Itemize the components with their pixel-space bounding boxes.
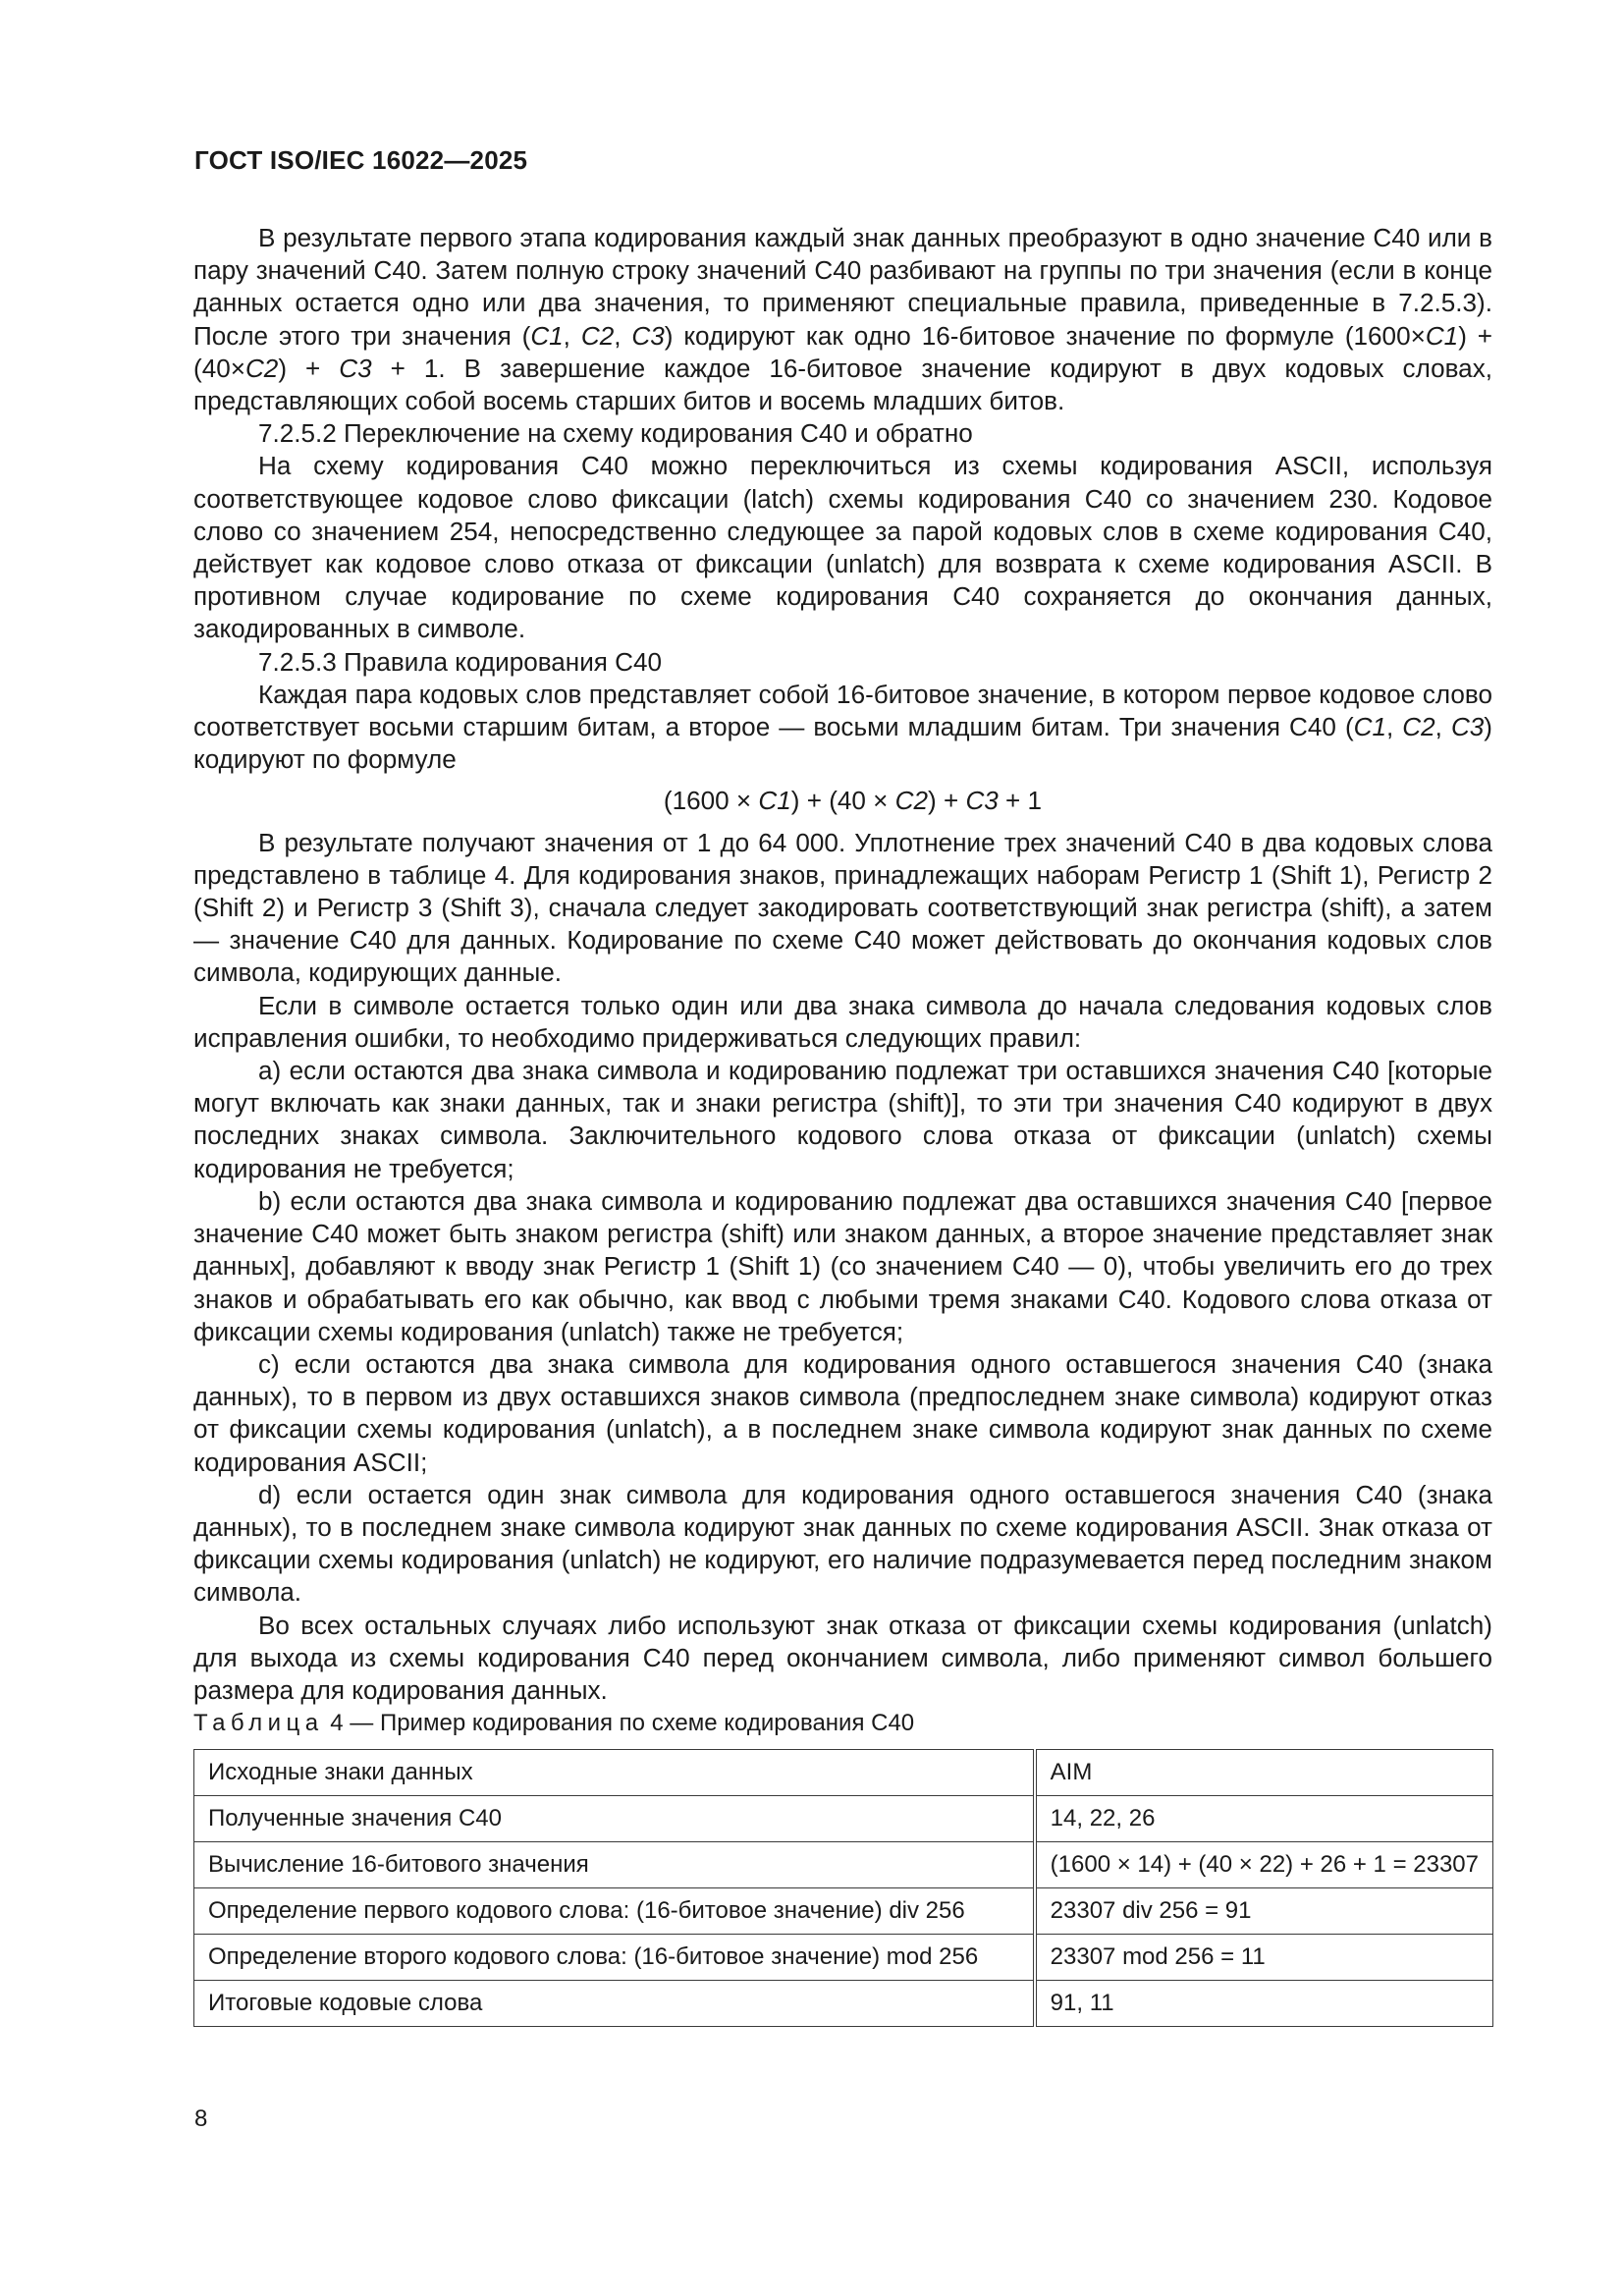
table-cell-value: AIM <box>1035 1750 1493 1796</box>
paragraph: В результате получают значения от 1 до 64 000. Уплотнение трех значений С40 в два кодовых слова представлено в таблице 4. Для кодирования знаков, принадлежащих наборам Регистр 1 (Shift 1), Регистр 2 (Shift 2) и Регистр 3 (Shift 3), сначала следует закодировать соответствующий знак регистра (shift), а затем — значение С40 для данных. Кодирование по схеме С40 может действовать до окончания кодовых слов символа, кодирующих данные. <box>193 827 1492 988</box>
section-heading: 7.2.5.2 Переключение на схему кодирования С40 и обратно <box>258 418 973 449</box>
table-cell-value: (1600 × 14) + (40 × 22) + 26 + 1 = 23307 <box>1035 1842 1493 1888</box>
formula: (1600 × C1) + (40 × C2) + C3 + 1 <box>663 786 1043 816</box>
table-row <box>194 1842 1493 1888</box>
paragraph: Во всех остальных случаях либо используют знак отказа от фиксации схемы кодирования (unlatch) для выхода из схемы кодирования С40 перед окончанием символа, либо применяют символ большего размера для кодирования данных. <box>193 1610 1492 1705</box>
table-cell-label: Итоговые кодовые слова <box>194 1981 1035 2027</box>
table-cell-value: 91, 11 <box>1035 1981 1493 2027</box>
table-row <box>194 1888 1493 1935</box>
table-cell-value: 23307 mod 256 = 11 <box>1035 1935 1493 1981</box>
table-row <box>194 1935 1493 1981</box>
paragraph: Каждая пара кодовых слов представляет собой 16-битовое значение, в котором первое кодовое слово соответствует восьми старшим битам, а второе — восьми младшим битам. Три значения С40 (C1, C2, C3) кодируют по формуле <box>193 679 1492 775</box>
table-cell-label: Исходные знаки данных <box>194 1750 1035 1796</box>
table-row <box>194 1981 1493 2027</box>
document-body <box>193 222 1492 1707</box>
document-header: ГОСТ ISO/IEC 16022—2025 <box>194 145 528 175</box>
table-cell-value: 23307 div 256 = 91 <box>1035 1888 1493 1935</box>
table-cell-label: Полученные значения С40 <box>194 1796 1035 1842</box>
paragraph: В результате первого этапа кодирования каждый знак данных преобразуют в одно значение С40 или в пару значений С40. Затем полную строку значений С40 разбивают на группы по три значения (если в конце данных остается одно или два значения, то применяют специальные правила, приведенные в 7.2.5.3). После этого три значения (C1, C2, C3) кодируют как одно 16-битовое значение по формуле (1600×C1) + (40×C2) + C3 + 1. В завершение каждое 16-битовое значение кодируют в двух кодовых словах, представляющих собой восемь старших битов и восемь младших битов. <box>193 223 1493 416</box>
table-cell-label: Определение первого кодового слова: (16-битовое значение) div 256 <box>194 1888 1035 1935</box>
table-row <box>194 1796 1493 1842</box>
paragraph: Если в символе остается только один или два знака символа до начала следования кодовых слов исправления ошибки, то необходимо придерживаться следующих правил: <box>193 990 1492 1053</box>
table-cell-value: 14, 22, 26 <box>1035 1796 1493 1842</box>
paragraph: На схему кодирования С40 можно переключиться из схемы кодирования ASCII, используя соответствующее кодовое слово фиксации (latch) схемы кодирования С40 со значением 230. Кодовое слово со значением 254, непосредственно следующее за парой кодовых слов в схеме кодирования С40, действует как кодовое слово отказа от фиксации (unlatch) для возврата к схеме кодирования ASCII. В противном случае кодирование по схеме кодирования С40 сохраняется до окончания данных, закодированных в символе. <box>193 451 1492 644</box>
section-heading: 7.2.5.3 Правила кодирования С40 <box>258 646 663 677</box>
table-cell-label: Определение второго кодового слова: (16-битовое значение) mod 256 <box>194 1935 1035 1981</box>
table-cell-label: Вычисление 16-битового значения <box>194 1842 1035 1888</box>
list-item: d) если остается один знак символа для кодирования одного оставшегося значения С40 (знака данных), то в последнем знаке символа кодируют знак данных по схеме кодирования ASCII. Знак отказа от фиксации схемы кодирования (unlatch) не кодируют, его наличие подразумевается перед последним знаком символа. <box>193 1479 1492 1608</box>
list-item: b) если остаются два знака символа и кодированию подлежат два оставшихся значения С40 [первое значение С40 может быть знаком регистра (shift) или знаком данных, а второе значение представляет знак данных], добавляют к вводу знак Регистр 1 (Shift 1) (со значением С40 — 0), чтобы увеличить его до трех знаков и обрабатывать его как обычно, как ввод с любыми тремя знаками С40. Кодового слова отказа от фиксации схемы кодирования (unlatch) также не требуется; <box>193 1185 1492 1346</box>
page-number: 8 <box>194 2105 208 2132</box>
encoding-example-table <box>193 1749 1493 2027</box>
list-item: a) если остаются два знака символа и кодированию подлежат три оставшихся значения С40 [которые могут включать как знаки данных, так и знаки регистра (shift)], то эти три значения С40 кодируют в двух последних знаках символа. Заключительного кодового слова отказа от фиксации (unlatch) схемы кодирования не требуется; <box>193 1056 1492 1183</box>
table-caption: Таблица 4 — Пример кодирования по схеме кодирования С40 <box>193 1710 915 1736</box>
table-row <box>194 1750 1493 1796</box>
list-item: c) если остаются два знака символа для кодирования одного оставшегося значения С40 (знака данных), то в первом из двух оставшихся знаков символа (предпоследнем знаке символа) кодируют отказ от фиксации схемы кодирования (unlatch), а в последнем знаке символа кодируют знак данных по схеме кодирования ASCII; <box>193 1348 1492 1477</box>
